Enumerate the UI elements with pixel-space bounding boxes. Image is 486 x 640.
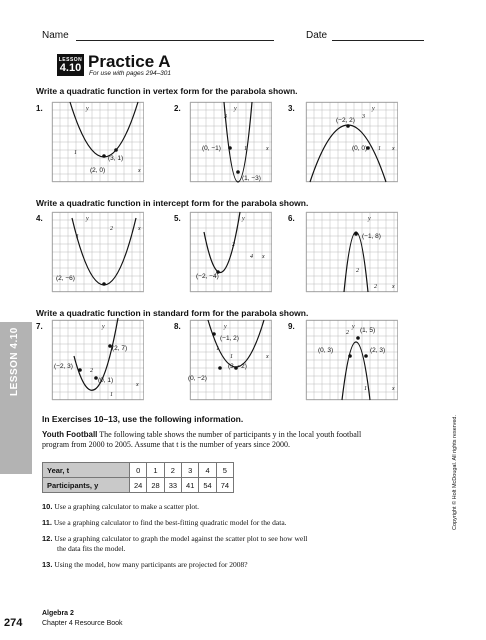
tick-label: 2 — [90, 368, 93, 374]
practice-title: Practice A — [88, 52, 171, 71]
table-header-cell: Year, t — [43, 463, 130, 478]
tick-label: 2 — [356, 268, 359, 274]
exercise-description — [42, 430, 372, 450]
graph-problem-4 — [52, 212, 144, 292]
exercise-item — [42, 534, 307, 543]
parabola-graph — [52, 212, 144, 292]
section-title-standard: Write a quadratic function in standard form for the parabola shown. — [36, 308, 309, 318]
date-label: Date — [306, 30, 328, 41]
table-cell: 33 — [164, 478, 181, 493]
exercise-text: Use a graphing calculator to make a scatter plot. — [54, 502, 200, 511]
tick-label: 1 — [76, 234, 79, 240]
table-cell: 28 — [147, 478, 164, 493]
exercise-number: 13. — [42, 560, 53, 569]
tick-label: 1 — [244, 146, 247, 152]
exercise-number: 11. — [42, 518, 53, 527]
problem-number: 9. — [288, 322, 295, 331]
practice-subtitle: For use with pages 294–301 — [89, 70, 172, 77]
graph-point — [78, 368, 82, 372]
page-number: 274 — [4, 617, 23, 629]
copyright-notice: Copyright © Holt McDougal. All rights reserved. — [452, 414, 458, 530]
date-line[interactable] — [332, 40, 424, 41]
parabola-curve — [310, 125, 386, 182]
book-subtitle: Chapter 4 Resource Book — [42, 620, 123, 627]
point-label: (2, 0) — [90, 167, 106, 174]
graph-point — [348, 354, 352, 358]
axis-label: x — [266, 146, 269, 152]
parabola-graph — [190, 212, 272, 292]
problem-number: 7. — [36, 322, 43, 331]
table-cell: 41 — [182, 478, 199, 493]
data-table — [42, 462, 234, 493]
parabola-graph — [306, 320, 398, 400]
axis-label: x — [266, 354, 269, 360]
parabola-graph — [52, 102, 144, 182]
table-row — [43, 463, 234, 478]
graph-problem-6 — [306, 212, 398, 292]
problem-number: 1. — [36, 104, 43, 113]
exercise-instruction: In Exercises 10–13, use the following information. — [42, 414, 244, 424]
axis-label: x — [136, 382, 139, 388]
tick-label: 2 — [110, 226, 113, 232]
axis-label: x — [262, 254, 265, 260]
parabola-graph — [306, 212, 398, 292]
point-label: (3, 1) — [108, 155, 124, 162]
graph-point — [114, 148, 118, 152]
parabola-graph — [306, 102, 398, 182]
exercise-number: 10. — [42, 502, 53, 511]
vertex-point — [102, 282, 106, 286]
problem-number: 6. — [288, 214, 295, 223]
exercise-topic: Youth Football — [42, 430, 98, 439]
table-cell: 2 — [164, 463, 181, 478]
book-title: Algebra 2 — [42, 610, 74, 617]
axis-label: y — [352, 324, 355, 330]
exercise-item — [42, 518, 287, 527]
exercise-text: the data fits the model. — [57, 544, 126, 553]
parabola-graph — [190, 102, 272, 182]
graph-problem-2 — [190, 102, 272, 182]
point-label: (−2, −4) — [196, 273, 219, 280]
vertex-point — [356, 336, 360, 340]
tick-label: 2 — [232, 242, 235, 248]
point-label: (−1, 2) — [220, 335, 239, 342]
axis-label: y — [86, 216, 89, 222]
name-label: Name — [42, 30, 69, 41]
point-label: (−2, 2) — [336, 117, 355, 124]
axis-label: y — [102, 324, 105, 330]
problem-number: 2. — [174, 104, 181, 113]
tick-label: 3 — [224, 114, 227, 120]
axis-label: y — [368, 216, 371, 222]
axis-label: y — [234, 106, 237, 112]
graph-problem-7 — [52, 320, 144, 400]
vertex-point — [346, 124, 350, 128]
tick-label: 1 — [74, 150, 77, 156]
tick-label: 1 — [378, 146, 381, 152]
graph-problem-5 — [190, 212, 272, 292]
exercise-item — [57, 544, 126, 553]
lesson-label: LESSON — [58, 57, 83, 63]
tick-label: 1 — [110, 392, 113, 398]
point-label: (1, 5) — [360, 327, 376, 334]
problem-number: 4. — [36, 214, 43, 223]
table-cell: 54 — [199, 478, 216, 493]
parabola-graph — [190, 320, 272, 400]
lesson-number: 4.10 — [59, 62, 82, 74]
axis-label: y — [372, 106, 375, 112]
graph-point — [228, 146, 232, 150]
problem-number: 5. — [174, 214, 181, 223]
parabola-curve — [344, 232, 368, 292]
table-cell: 3 — [182, 463, 199, 478]
side-tab-label: LESSON 4.10 — [9, 327, 20, 396]
tick-label: 1 — [364, 386, 367, 392]
exercise-number: 12. — [42, 534, 53, 543]
exercise-item — [42, 502, 199, 511]
name-line[interactable] — [76, 40, 274, 41]
point-label: (2, 7) — [112, 345, 128, 352]
table-cell: 4 — [199, 463, 216, 478]
point-label: (2, −6) — [56, 275, 75, 282]
point-label: (0, 1) — [98, 377, 114, 384]
graph-point — [218, 366, 222, 370]
table-cell: 1 — [147, 463, 164, 478]
tick-label: 1 — [230, 354, 233, 360]
table-cell: 24 — [130, 478, 147, 493]
table-cell: 74 — [216, 478, 233, 493]
vertex-point — [236, 170, 240, 174]
tick-label: 2 — [346, 330, 349, 336]
graph-point — [212, 332, 216, 336]
problem-number: 8. — [174, 322, 181, 331]
section-title-vertex: Write a quadratic function in vertex form for the parabola shown. — [36, 86, 298, 96]
graph-problem-8 — [190, 320, 272, 400]
tick-label: 1 — [216, 346, 219, 352]
table-row — [43, 478, 234, 493]
axis-label: x — [392, 146, 395, 152]
parabola-graph — [52, 320, 144, 400]
point-label: (−2, 3) — [54, 363, 73, 370]
point-label: (0, 3) — [318, 347, 334, 354]
section-title-intercept: Write a quadratic function in intercept form for the parabola shown. — [36, 198, 309, 208]
exercise-text: The following table shows the number of participants y in the local youth football program from 2000 to 2005. Assume that t is the number of years since 2000. — [42, 430, 362, 449]
table-header-cell: Participants, y — [43, 478, 130, 493]
tick-label: 3 — [362, 114, 365, 120]
tick-label: 4 — [250, 254, 253, 260]
graph-problem-1 — [52, 102, 144, 182]
side-tab — [0, 322, 32, 474]
lesson-badge — [57, 54, 84, 76]
point-label: (0, −2) — [188, 375, 207, 382]
graph-problem-3 — [306, 102, 398, 182]
axis-label: y — [242, 216, 245, 222]
axis-label: x — [138, 168, 141, 174]
table-cell: 0 — [130, 463, 147, 478]
exercise-item — [42, 560, 248, 569]
vertex-point — [102, 154, 106, 158]
graph-problem-9 — [306, 320, 398, 400]
vertex-point — [354, 232, 358, 236]
exercise-text: Use a graphing calculator to graph the model against the scatter plot to see how well — [54, 534, 308, 543]
axis-label: y — [224, 324, 227, 330]
point-label: (0, −1) — [202, 145, 221, 152]
axis-label: x — [392, 284, 395, 290]
point-label: (0, 0) — [352, 145, 368, 152]
exercise-text: Using the model, how many participants are projected for 2008? — [54, 560, 248, 569]
point-label: (1, −3) — [242, 175, 261, 182]
axis-label: y — [86, 106, 89, 112]
axis-label: x — [138, 226, 141, 232]
exercise-text: Use a graphing calculator to find the best-fitting quadratic model for the data. — [53, 518, 287, 527]
tick-label: 2 — [374, 284, 377, 290]
point-label: (−1, 8) — [362, 233, 381, 240]
axis-label: x — [392, 386, 395, 392]
table-cell: 5 — [216, 463, 233, 478]
point-label: (2, 3) — [370, 347, 386, 354]
graph-point — [364, 354, 368, 358]
problem-number: 3. — [288, 104, 295, 113]
point-label: (3, −2) — [228, 363, 247, 370]
